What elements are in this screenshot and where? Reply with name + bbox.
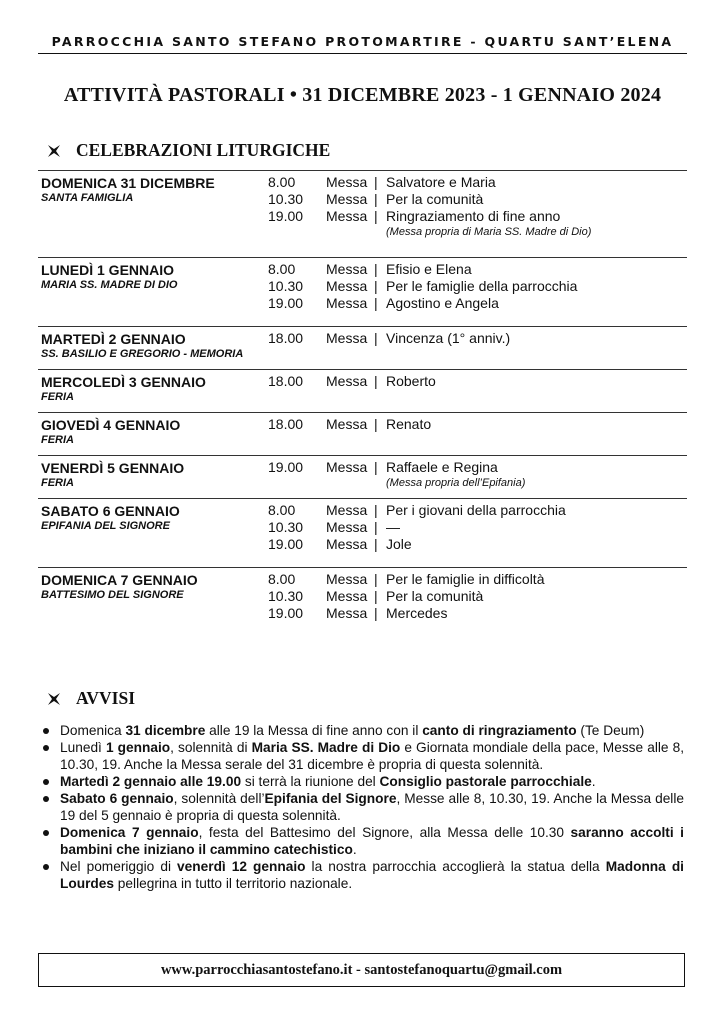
bullet-icon bbox=[43, 779, 49, 785]
day-row bbox=[38, 258, 687, 312]
mass-intention: Renato bbox=[386, 416, 432, 432]
bullet-icon bbox=[43, 830, 49, 836]
mass-intention: Ringraziamento di fine anno bbox=[386, 208, 561, 224]
notice-item bbox=[40, 739, 684, 773]
mass-time: 19.00 bbox=[268, 208, 304, 224]
mass-type: Messa bbox=[326, 174, 368, 190]
day-label bbox=[38, 416, 268, 447]
mass-type: Messa bbox=[326, 502, 368, 518]
separator: | bbox=[374, 571, 378, 587]
notices-list bbox=[40, 722, 684, 892]
notice-emphasis: canto di ringraziamento bbox=[422, 723, 577, 738]
mass-row bbox=[268, 191, 687, 208]
mass-note: (Messa propria di Maria SS. Madre di Dio) bbox=[386, 226, 592, 238]
mass-type: Messa bbox=[326, 295, 368, 311]
day-row bbox=[38, 171, 687, 239]
mass-row bbox=[268, 295, 687, 312]
notice-emphasis: venerdì 12 gennaio bbox=[177, 859, 306, 874]
day-label bbox=[38, 459, 268, 490]
mass-intention: Per la comunità bbox=[386, 588, 484, 604]
mass-list bbox=[268, 174, 687, 239]
notice-emphasis: Maria SS. Madre di Dio bbox=[251, 740, 401, 755]
day-row bbox=[38, 499, 687, 553]
notice-text: . bbox=[352, 842, 357, 857]
day-name: MERCOLEDÌ 3 GENNAIO bbox=[41, 374, 206, 390]
parish-header: PARROCCHIA SANTO STEFANO PROTOMARTIRE - QUARTU SANT’ELENA bbox=[51, 34, 674, 49]
header-divider bbox=[38, 53, 687, 54]
mass-row bbox=[268, 605, 687, 622]
page-title: ATTIVITÀ PASTORALI • 31 DICEMBRE 2023 - 1 GENNAIO 2024 bbox=[63, 84, 662, 106]
notice-emphasis: 31 dicembre bbox=[125, 723, 206, 738]
notice-text: . bbox=[591, 774, 596, 789]
mass-intention: Agostino e Angela bbox=[386, 295, 499, 311]
notice-text: , festa del Battesimo del Signore, alla Messa delle 10.30 bbox=[198, 825, 571, 840]
day-row bbox=[38, 327, 687, 361]
mass-row bbox=[268, 571, 687, 588]
bullet-icon bbox=[43, 864, 49, 870]
mass-list bbox=[268, 416, 687, 447]
notice-emphasis: Madonna di Lourdes bbox=[60, 859, 684, 891]
notice-text: e Giornata mondiale della pace, Messe alle 8, 10.30, 19. Anche la Messa serale del 31 dicembre è propria di questa solennità. bbox=[60, 740, 685, 772]
day-block bbox=[38, 498, 687, 567]
day-label bbox=[38, 571, 268, 622]
mass-list bbox=[268, 373, 687, 404]
day-feast: EPIFANIA DEL SIGNORE bbox=[41, 520, 170, 532]
notice-item bbox=[40, 722, 684, 739]
mass-type: Messa bbox=[326, 459, 368, 475]
bullet-icon bbox=[43, 745, 49, 751]
separator: | bbox=[374, 373, 378, 389]
mass-list bbox=[268, 502, 687, 553]
mass-type: Messa bbox=[326, 416, 368, 432]
mass-time: 10.30 bbox=[268, 278, 304, 294]
mass-type: Messa bbox=[326, 373, 368, 389]
celebrazioni-heading-label: CELEBRAZIONI LITURGICHE bbox=[76, 140, 331, 160]
day-block bbox=[38, 567, 687, 644]
notice-text: , solennità di bbox=[170, 740, 252, 755]
mass-row bbox=[268, 330, 687, 347]
day-feast: FERIA bbox=[41, 391, 74, 403]
day-row bbox=[38, 370, 687, 404]
day-block bbox=[38, 326, 687, 369]
notice-text: , Messe alle 8, 10.30, 19. Anche la Messa delle 19 del 5 gennaio è propria di questa solennità. bbox=[60, 791, 684, 823]
notice-text: alle 19 la Messa di fine anno con il bbox=[205, 723, 423, 738]
mass-list bbox=[268, 571, 687, 622]
day-row bbox=[38, 456, 687, 490]
day-label bbox=[38, 261, 268, 312]
notice-emphasis: Epifania del Signore bbox=[264, 791, 397, 806]
mass-intention: Mercedes bbox=[386, 605, 448, 621]
day-feast: BATTESIMO DEL SIGNORE bbox=[41, 589, 184, 601]
day-row bbox=[38, 568, 687, 622]
celebrazioni-heading bbox=[48, 140, 330, 161]
day-feast: FERIA bbox=[41, 477, 74, 489]
day-name: VENERDÌ 5 GENNAIO bbox=[41, 460, 185, 476]
mass-time: 8.00 bbox=[268, 571, 296, 587]
notice-emphasis: saranno accolti i bambini che iniziano il cammino catechistico bbox=[60, 825, 684, 857]
mass-time: 18.00 bbox=[268, 373, 304, 389]
mass-type: Messa bbox=[326, 191, 368, 207]
mass-row bbox=[268, 588, 687, 605]
day-name: LUNEDÌ 1 GENNAIO bbox=[41, 262, 175, 278]
notice-emphasis: Domenica 7 gennaio bbox=[60, 825, 199, 840]
mass-time: 10.30 bbox=[268, 588, 304, 604]
mass-intention: Per la comunità bbox=[386, 191, 484, 207]
day-name: MARTEDÌ 2 GENNAIO bbox=[41, 331, 186, 347]
mass-time: 10.30 bbox=[268, 191, 304, 207]
mass-row bbox=[268, 459, 687, 476]
bullet-icon bbox=[43, 796, 49, 802]
notice-emphasis: Sabato 6 gennaio bbox=[60, 791, 174, 806]
footer-contact: www.parrocchiasantostefano.it - santostefanoquartu@gmail.com bbox=[160, 961, 563, 978]
avvisi-heading bbox=[48, 688, 135, 709]
day-name: DOMENICA 7 GENNAIO bbox=[41, 572, 198, 588]
day-name: SABATO 6 GENNAIO bbox=[41, 503, 180, 519]
separator: | bbox=[374, 208, 378, 224]
mass-list bbox=[268, 261, 687, 312]
separator: | bbox=[374, 536, 378, 552]
mass-intention: Per i giovani della parrocchia bbox=[386, 502, 566, 518]
day-name: GIOVEDÌ 4 GENNAIO bbox=[41, 417, 181, 433]
mass-list bbox=[268, 459, 687, 490]
mass-type: Messa bbox=[326, 519, 368, 535]
mass-time: 8.00 bbox=[268, 174, 296, 190]
notice-item bbox=[40, 824, 684, 858]
footer-box bbox=[38, 953, 685, 987]
mass-row bbox=[268, 261, 687, 278]
separator: | bbox=[374, 502, 378, 518]
mass-intention: Vincenza (1° anniv.) bbox=[386, 330, 511, 346]
liturgical-schedule bbox=[38, 170, 687, 644]
mass-type: Messa bbox=[326, 261, 368, 277]
day-label bbox=[38, 373, 268, 404]
mass-intention: — bbox=[386, 519, 400, 535]
mass-type: Messa bbox=[326, 605, 368, 621]
notice-emphasis: 1 gennaio bbox=[105, 740, 171, 755]
day-block bbox=[38, 257, 687, 326]
mass-row bbox=[268, 373, 687, 390]
notice-text: pellegrina in tutto il territorio nazionale. bbox=[114, 876, 353, 891]
day-block bbox=[38, 455, 687, 498]
mass-row bbox=[268, 416, 687, 433]
notice-text: si terrà la riunione del bbox=[241, 774, 380, 789]
mass-type: Messa bbox=[326, 208, 368, 224]
separator: | bbox=[374, 174, 378, 190]
notice-emphasis: Consiglio pastorale parrocchiale bbox=[379, 774, 592, 789]
separator: | bbox=[374, 330, 378, 346]
mass-time: 19.00 bbox=[268, 459, 304, 475]
separator: | bbox=[374, 519, 378, 535]
mass-type: Messa bbox=[326, 588, 368, 604]
day-block bbox=[38, 170, 687, 257]
notice-text: (Te Deum) bbox=[576, 723, 645, 738]
mass-time: 10.30 bbox=[268, 519, 304, 535]
mass-intention: Per le famiglie in difficoltà bbox=[386, 571, 545, 587]
separator: | bbox=[374, 588, 378, 604]
notice-item bbox=[40, 790, 684, 824]
ornament-icon bbox=[48, 145, 60, 157]
notice-emphasis: Martedì 2 gennaio alle 19.00 bbox=[60, 774, 242, 789]
mass-row bbox=[268, 278, 687, 295]
mass-time: 18.00 bbox=[268, 416, 304, 432]
separator: | bbox=[374, 605, 378, 621]
day-row bbox=[38, 413, 687, 447]
day-label bbox=[38, 502, 268, 553]
mass-row bbox=[268, 502, 687, 519]
day-feast: SS. BASILIO E GREGORIO - MEMORIA bbox=[41, 348, 244, 360]
separator: | bbox=[374, 416, 378, 432]
mass-row bbox=[268, 174, 687, 191]
mass-intention: Salvatore e Maria bbox=[386, 174, 496, 190]
mass-time: 8.00 bbox=[268, 261, 296, 277]
day-name: DOMENICA 31 DICEMBRE bbox=[41, 175, 215, 191]
mass-time: 18.00 bbox=[268, 330, 304, 346]
mass-intention: Per le famiglie della parrocchia bbox=[386, 278, 578, 294]
separator: | bbox=[374, 261, 378, 277]
notice-text: Domenica bbox=[60, 723, 126, 738]
mass-intention: Jole bbox=[386, 536, 412, 552]
day-label bbox=[38, 330, 268, 361]
ornament-icon bbox=[48, 693, 60, 705]
mass-type: Messa bbox=[326, 278, 368, 294]
notice-text: Lunedì bbox=[60, 740, 106, 755]
mass-intention: Roberto bbox=[386, 373, 436, 389]
mass-note: (Messa propria dell’Epifania) bbox=[386, 477, 526, 489]
notice-text: Nel pomeriggio di bbox=[60, 859, 178, 874]
separator: | bbox=[374, 278, 378, 294]
mass-intention: Efisio e Elena bbox=[386, 261, 472, 277]
avvisi-heading-label: AVVISI bbox=[76, 688, 136, 708]
notice-item bbox=[40, 773, 684, 790]
mass-row bbox=[268, 536, 687, 553]
day-label bbox=[38, 174, 268, 239]
notice-item bbox=[40, 858, 684, 892]
day-block bbox=[38, 369, 687, 412]
mass-row bbox=[268, 519, 687, 536]
day-feast: MARIA SS. MADRE DI DIO bbox=[41, 279, 178, 291]
mass-time: 19.00 bbox=[268, 295, 304, 311]
notice-text: la nostra parrocchia accoglierà la statua della bbox=[305, 859, 606, 874]
separator: | bbox=[374, 295, 378, 311]
mass-type: Messa bbox=[326, 536, 368, 552]
day-block bbox=[38, 412, 687, 455]
separator: | bbox=[374, 459, 378, 475]
mass-time: 19.00 bbox=[268, 536, 304, 552]
mass-row bbox=[268, 208, 687, 225]
mass-intention: Raffaele e Regina bbox=[386, 459, 498, 475]
mass-time: 19.00 bbox=[268, 605, 304, 621]
day-feast: FERIA bbox=[41, 434, 74, 446]
mass-type: Messa bbox=[326, 330, 368, 346]
mass-type: Messa bbox=[326, 571, 368, 587]
separator: | bbox=[374, 191, 378, 207]
mass-list bbox=[268, 330, 687, 361]
mass-time: 8.00 bbox=[268, 502, 296, 518]
notice-text: , solennità dell’ bbox=[173, 791, 265, 806]
bullet-icon bbox=[43, 728, 49, 734]
day-feast: SANTA FAMIGLIA bbox=[41, 192, 134, 204]
